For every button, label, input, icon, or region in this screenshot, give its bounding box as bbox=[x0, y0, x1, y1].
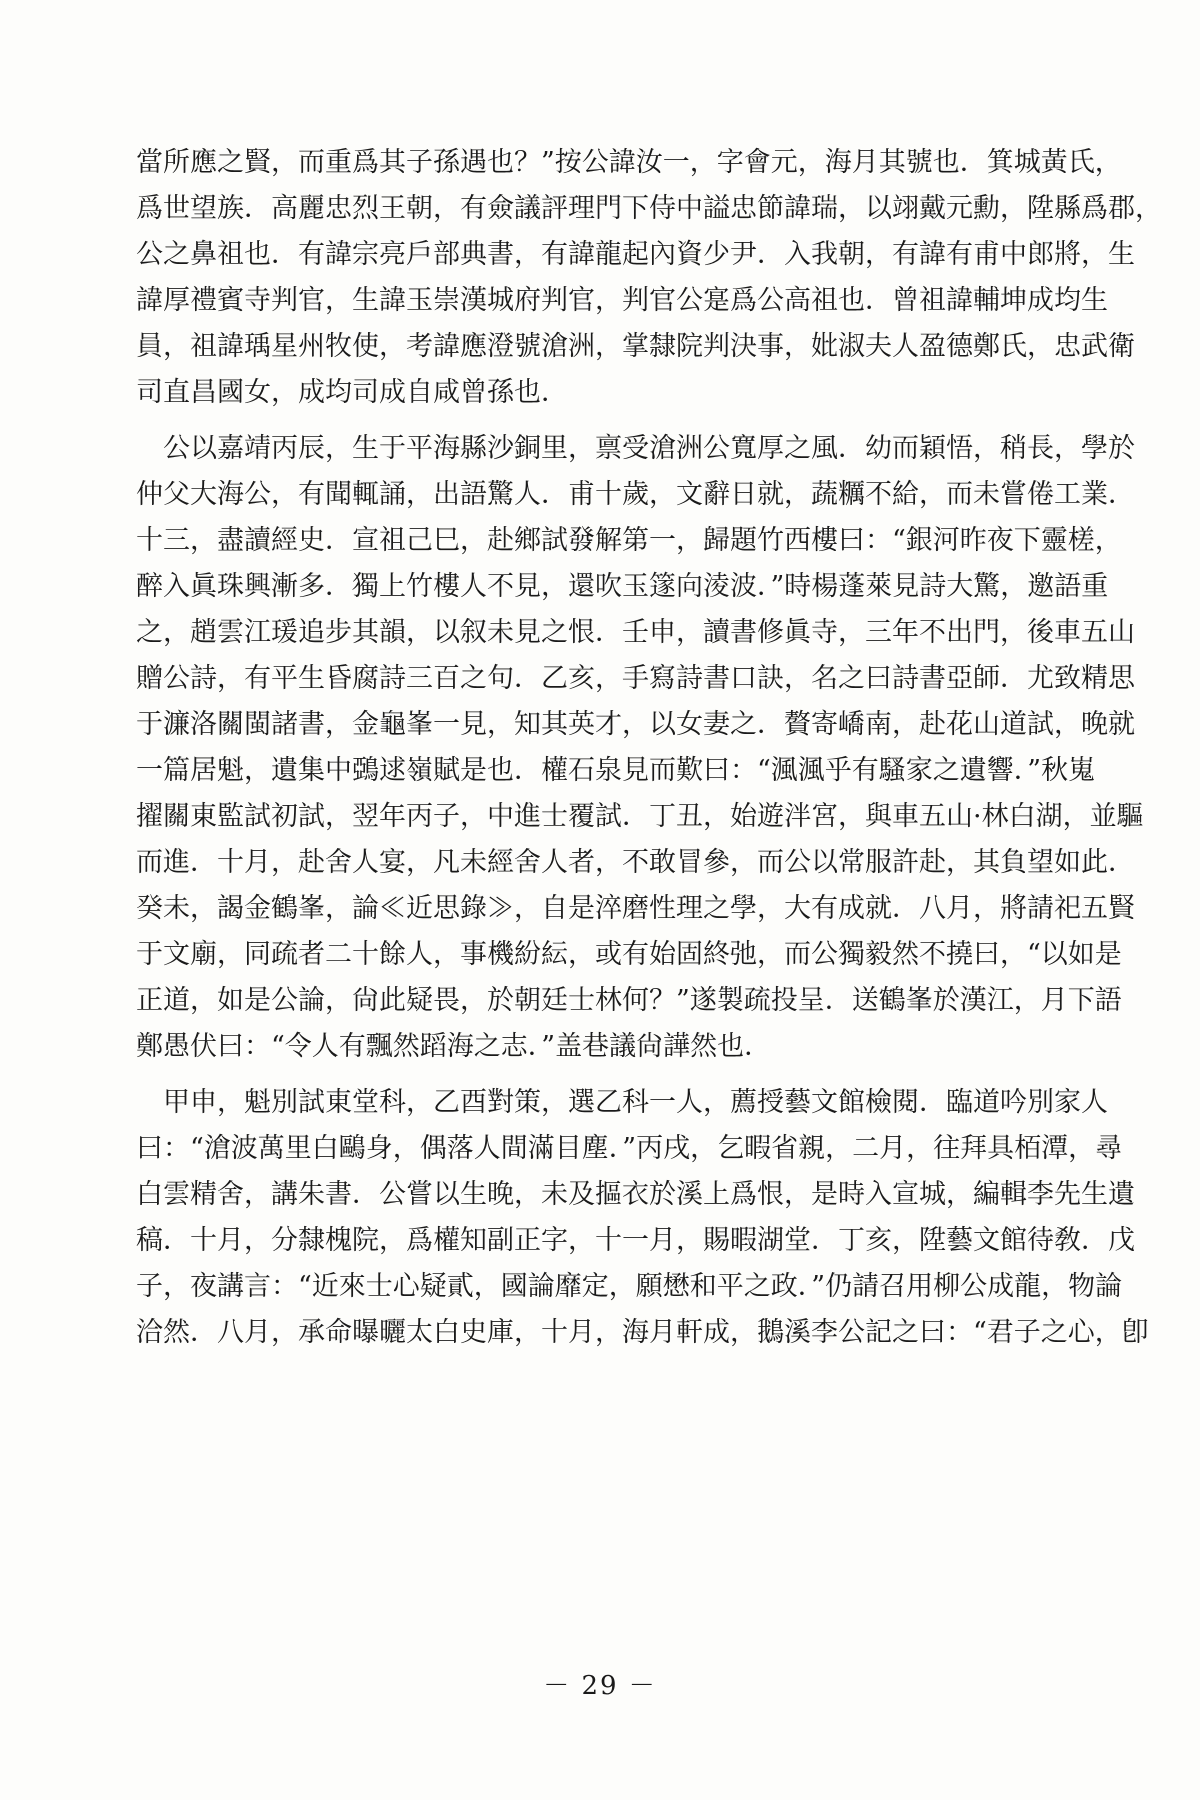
page-number: － 29 － bbox=[543, 1671, 657, 1701]
text-line: 贈公詩，有平生昏腐詩三百之句．乙亥，手寫詩書口訣，名之曰詩書亞師．尤致精思 bbox=[136, 663, 1135, 694]
text-line: 當所應之賢，而重爲其子孫遇也？”按公諱汝一，字會元，海月其號也．箕城黃氏， bbox=[136, 147, 1122, 178]
text-line: 司直昌國女，成均司成自咸曾孫也． bbox=[136, 377, 568, 408]
text-line: 甲申，魁別試東堂科，乙酉對策，選乙科一人，薦授藝文館檢閱．臨道吟別家人 bbox=[163, 1087, 1108, 1118]
text-line: 稿．十月，分隸槐院，爲權知副正字，十一月，賜暇湖堂．丁亥，陞藝文館待敎．戊 bbox=[136, 1225, 1135, 1256]
text-line: 于濂洛關閩諸書，金龜峯一見，知其英才，以女妻之．贅寄嶠南，赴花山道試，晚就 bbox=[136, 709, 1135, 740]
body-text bbox=[136, 140, 1162, 1366]
text-line: 鄭愚伏曰：“令人有飄然蹈海之志．”盖巷議尙譁然也． bbox=[136, 1031, 772, 1062]
text-line: 公之鼻祖也．有諱宗亮戶部典書，有諱龍起內資少尹．入我朝，有諱有甫中郎將，生 bbox=[136, 239, 1135, 270]
paragraph-2 bbox=[136, 426, 1144, 1070]
text-line: 爲世望族．高麗忠烈王朝，有僉議評理門下侍中謚忠節諱瑞，以翊戴元勳，陞縣爲郡， bbox=[136, 193, 1162, 224]
text-line: 之，趙雲江瑗追步其韻，以叙未見之恨．壬申，讀書修眞寺，三年不出門，後車五山 bbox=[136, 617, 1135, 648]
text-line: 擢關東監試初試，翌年丙子，中進士覆試．丁丑，始遊泮宮，與車五山·林白湖，並驅 bbox=[136, 801, 1144, 832]
text-line: 正道，如是公論，尙此疑畏，於朝廷士林何？”遂製疏投呈．送鶴峯於漢江，月下語 bbox=[136, 985, 1122, 1016]
text-line: 諱厚禮賓寺判官，生諱玉崇漢城府判官，判官公寔爲公高祖也．曾祖諱輔坤成均生 bbox=[136, 285, 1108, 316]
text-line: 醉入眞珠興漸多．獨上竹樓人不見，還吹玉篴向淩波．”時楊蓬萊見詩大驚，邀語重 bbox=[136, 571, 1109, 602]
text-line: 公以嘉靖丙辰，生于平海縣沙銅里，禀受滄洲公寬厚之風．幼而穎悟，稍長，學於 bbox=[163, 433, 1135, 464]
text-line: 子，夜講言：“近來士心疑貳，國論靡定，願懋和平之政．”仍請召用柳公成龍，物論 bbox=[136, 1271, 1123, 1302]
text-line: 于文廟，同疏者二十餘人，事機紛紜，或有始固終弛，而公獨毅然不撓曰，“以如是 bbox=[136, 939, 1122, 970]
paragraph-1 bbox=[136, 140, 1162, 416]
text-line: 白雲精舍，講朱書．公嘗以生晚，未及摳衣於溪上爲恨，是時入宣城，編輯李先生遺 bbox=[136, 1179, 1135, 1210]
text-line: 曰：“滄波萬里白鷗身，偶落人間滿目塵．”丙戌，乞暇省親，二月，往拜具栢潭，尋 bbox=[136, 1133, 1123, 1164]
text-line: 十三，盡讀經史．宣祖己巳，赴鄉試發解第一，歸題竹西樓曰：“銀河昨夜下靈槎， bbox=[136, 525, 1122, 556]
text-line: 而進．十月，赴舍人宴，凡未經舍人者，不敢冒參，而公以常服許赴，其負望如此． bbox=[136, 847, 1135, 878]
text-line: 癸未，謁金鶴峯，論≪近思錄≫，自是淬磨性理之學，大有成就．八月，將請祀五賢 bbox=[136, 893, 1135, 924]
text-line: 員，祖諱瑀星州牧使，考諱應澄號滄洲，掌隸院判決事，妣淑夫人盈德鄭氏，忠武衛 bbox=[136, 331, 1135, 362]
paragraph-3 bbox=[136, 1080, 1149, 1356]
text-line: 一篇居魁，遺集中鵶逑嶺賦是也．權石泉見而歎曰：“渢渢乎有騷家之遺響．”秋嵬 bbox=[136, 755, 1096, 786]
text-line: 洽然．八月，承命曝曬太白史庫，十月，海月軒成，鵝溪李公記之曰：“君子之心，卽 bbox=[136, 1317, 1149, 1348]
text-line: 仲父大海公，有聞輒誦，出語驚人．甫十歲，文辭日就，蔬糲不給，而未嘗倦工業． bbox=[136, 479, 1135, 510]
